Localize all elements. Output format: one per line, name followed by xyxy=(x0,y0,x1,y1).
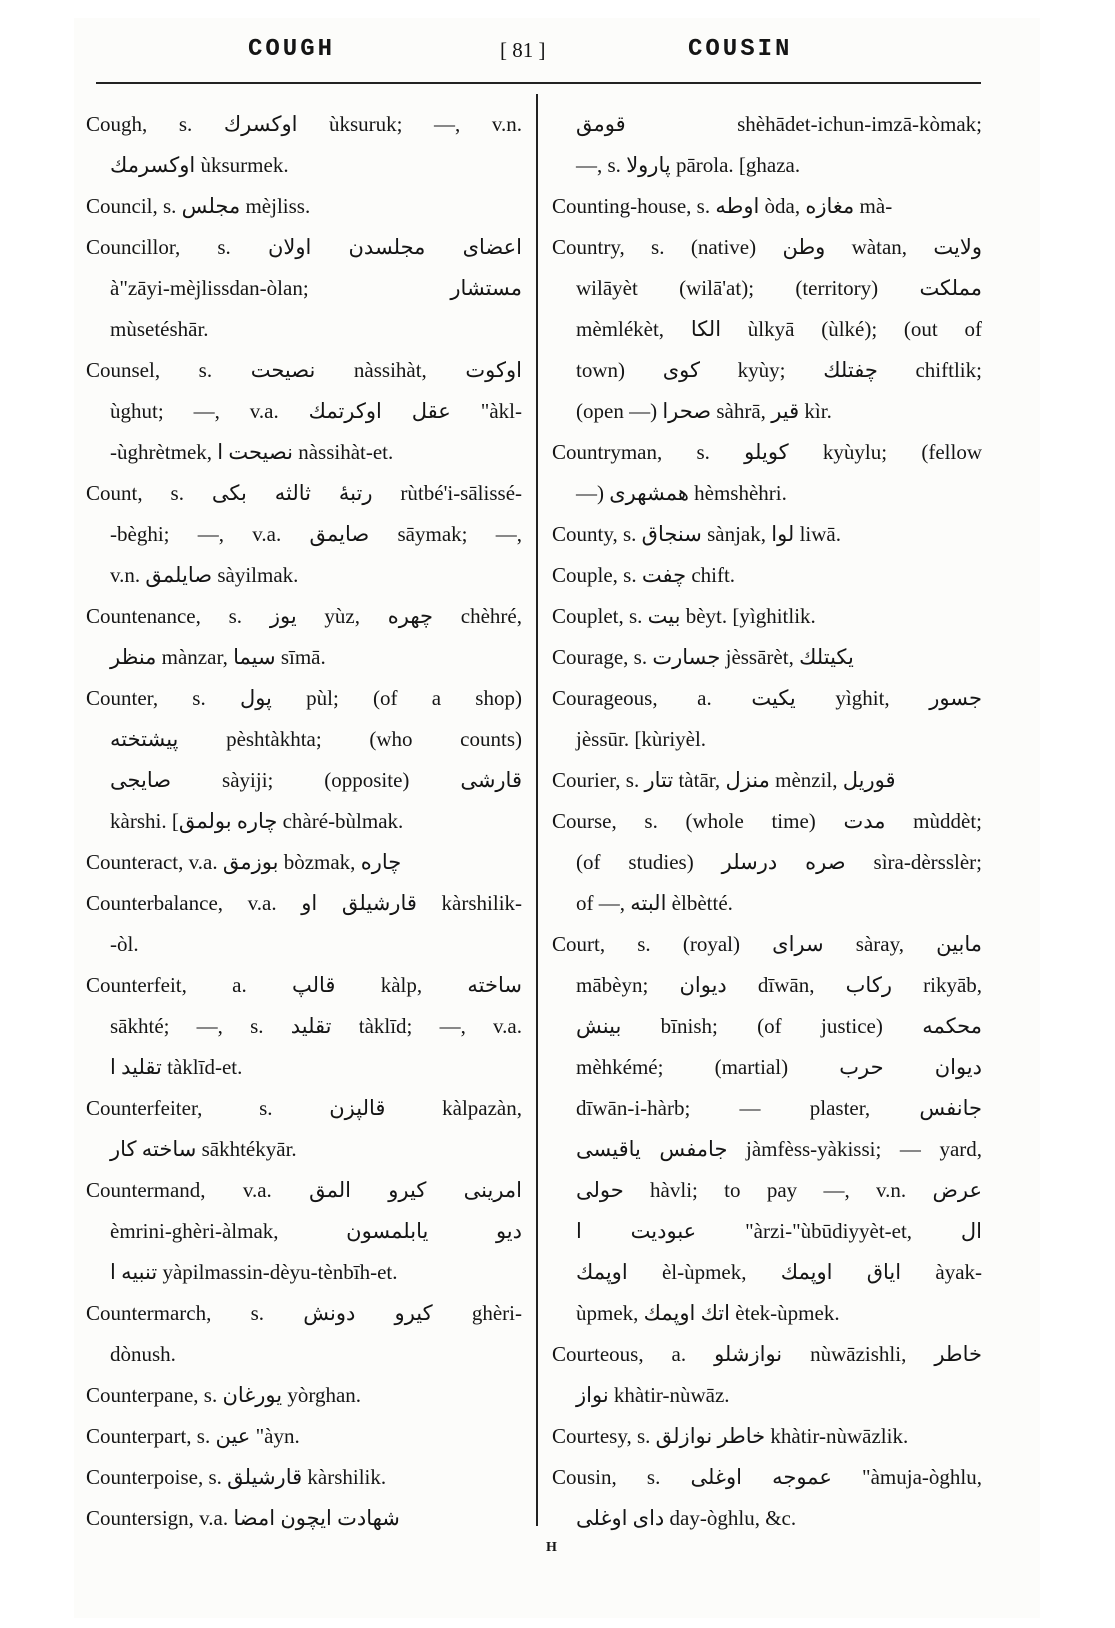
dictionary-line: v.n. صايلمق sàyilmak. xyxy=(110,563,299,587)
dictionary-line: داى اوغلى day-òghlu, &c. xyxy=(576,1506,797,1530)
dictionary-line: Couplet, s. بيت bèyt. [yìghitlik. xyxy=(552,604,816,628)
running-header xyxy=(96,36,981,76)
dictionary-line: Counterfeit, a. قالپ kàlp, ساخته xyxy=(86,973,522,997)
dictionary-line: dīwān-i-hàrb; — plaster, جانفس xyxy=(576,1096,982,1120)
dictionary-line: تنبيه ا yàpilmassin-dèyu-tènbīh-et. xyxy=(110,1260,398,1284)
dictionary-line: Countermand, v.a. امرينى كيرو المق xyxy=(86,1178,522,1202)
dictionary-line: Courageous, a. يكيت yìghit, جسور xyxy=(552,686,982,710)
dictionary-line: jèssūr. [kùriyèl. xyxy=(576,727,707,751)
column-divider xyxy=(536,94,538,1526)
dictionary-line: پيشتخته pèshtàkhta; (who counts) xyxy=(110,727,522,751)
dictionary-line: Country, s. (native) وطن wàtan, ولايت xyxy=(552,235,982,259)
dictionary-line: ساخته كار sākhtékyār. xyxy=(110,1137,297,1161)
dictionary-line: ùghut; —, v.a. عقل اوكرتمك "àkl- xyxy=(110,399,522,423)
dictionary-line: Counsel, s. نصيحت nàssihàt, اوكوت xyxy=(86,358,522,382)
dictionary-line: -òl. xyxy=(110,932,139,956)
dictionary-line: Courteous, a. نوازشلو nùwāzishli, خاطر xyxy=(552,1342,982,1366)
dictionary-line: Counterpane, s. يورغان yòrghan. xyxy=(86,1383,362,1407)
dictionary-line: Court, s. (royal) سراى sàray, مابين xyxy=(552,932,982,956)
dictionary-line: نواز khàtir-nùwāz. xyxy=(576,1383,730,1407)
dictionary-line: Countenance, s. يوز yùz, چهره chèhré, xyxy=(86,604,522,628)
dictionary-line: اوكسرمك ùksurmek. xyxy=(110,153,289,177)
dictionary-line: Counting-house, s. اوطه òda, مغازه mà- xyxy=(552,194,893,218)
dictionary-line: Counterbalance, v.a. قارشيلق او kàrshilik- xyxy=(86,891,522,915)
dictionary-line: (of studies) صره درسلر sìra-dèrsslèr; xyxy=(576,850,982,874)
dictionary-line: mābèyn; ديوان dīwān, ركاب rikyāb, xyxy=(576,973,982,997)
dictionary-line: Cough, s. اوكسرك ùksuruk; —, v.n. xyxy=(86,112,522,136)
dictionary-line: Counterpart, s. عين "àyn. xyxy=(86,1424,300,1448)
dictionary-line: Counteract, v.a. بوزمق bòzmak, چاره xyxy=(86,850,402,874)
dictionary-line: Couple, s. چفت chift. xyxy=(552,563,736,587)
dictionary-line: town) كوى kyùy; چفتلك chiftlik; xyxy=(576,358,982,382)
dictionary-line: Council, s. مجلس mèjliss. xyxy=(86,194,311,218)
dictionary-line: بينش bīnish; (of justice) محكمه xyxy=(576,1014,982,1038)
dictionary-line: Counterpoise, s. قارشيلق kàrshilik. xyxy=(86,1465,387,1489)
dictionary-line: ùpmek, اتك اوپمك ètek-ùpmek. xyxy=(576,1301,840,1325)
dictionary-line: mèmlékèt, الكا ùlkyā (ùlké); (out of xyxy=(576,317,982,341)
dictionary-line: kàrshi. [چاره بولمق chàré-bùlmak. xyxy=(110,809,404,833)
page-number: [ 81 ] xyxy=(500,38,546,62)
dictionary-line: —) همشهرى hèmshèhri. xyxy=(576,481,787,505)
dictionary-line: Councillor, s. اعضاى مجلسدن اولان xyxy=(86,235,522,259)
dictionary-line: تقليد ا tàklīd-et. xyxy=(110,1055,243,1079)
dictionary-line: of —, البته èlbètté. xyxy=(576,891,733,915)
dictionary-line: Countermarch, s. كيرو دونش ghèri- xyxy=(86,1301,522,1325)
dictionary-line: èmrini-ghèri-àlmak, ديو يابلمسون xyxy=(110,1219,522,1243)
dictionary-line: Cousin, s. عموجه اوغلى "àmuja-òghlu, xyxy=(552,1465,982,1489)
dictionary-line: صايجى sàyiji; (opposite) قارشى xyxy=(110,768,522,792)
dictionary-line: جامفس ياقيسى jàmfèss-yàkissi; — yard, xyxy=(576,1137,982,1161)
header-rule xyxy=(96,82,981,84)
dictionary-line: dònush. xyxy=(110,1342,176,1366)
dictionary-line: County, s. سنجاق sànjak, لوا liwā. xyxy=(552,522,841,546)
dictionary-line: Counter, s. پول pùl; (of a shop) xyxy=(86,686,522,710)
dictionary-line: mùsetéshār. xyxy=(110,317,209,341)
dictionary-line: اوپمك èl-ùpmek, اياق اوپمك àyak- xyxy=(576,1260,982,1284)
dictionary-line: Courtesy, s. خاطر نوازلق khàtir-nùwāzlik. xyxy=(552,1424,909,1448)
dictionary-line: قومق shèhādet-ichun-imzā-kòmak; xyxy=(576,112,982,136)
dictionary-line: wilāyèt (wilā'at); (territory) مملكت xyxy=(576,276,982,300)
header-right-word: COUSIN xyxy=(688,36,793,63)
dictionary-line: -ùghrètmek, نصيحت ا nàssihàt-et. xyxy=(110,440,394,464)
dictionary-line: mèhkémé; (martial) ديوان حرب xyxy=(576,1055,982,1079)
dictionary-line: Countryman, s. كويلو kyùylu; (fellow xyxy=(552,440,982,464)
dictionary-line: Courage, s. جسارت jèssārèt, يكيتلك xyxy=(552,645,854,669)
signature-mark: H xyxy=(546,1540,557,1555)
dictionary-line: -bèghi; —, v.a. صايمق sāymak; —, xyxy=(110,522,522,546)
dictionary-line: حولى hàvli; to pay —, v.n. عرض xyxy=(576,1178,982,1202)
header-left-word: COUGH xyxy=(248,36,336,63)
dictionary-line: —, s. پارولا pārola. [ghaza. xyxy=(576,153,801,177)
dictionary-line: منظر mànzar, سيما sīmā. xyxy=(110,645,326,669)
dictionary-line: Count, s. رتبهٔ ثالثه بكى rùtbé'i-sālissé- xyxy=(86,481,522,505)
dictionary-line: Counterfeiter, s. قالپزن kàlpazàn, xyxy=(86,1096,522,1120)
right-column xyxy=(552,104,982,1539)
dictionary-line: Countersign, v.a. شهادت ايچون امضا xyxy=(86,1506,400,1530)
left-column xyxy=(86,104,522,1539)
dictionary-line: عبوديت ا "àrzi-"ùbūdiyyèt-et, ال xyxy=(576,1219,982,1243)
dictionary-line: Courier, s. تتار tàtār, منزل mènzil, قوريل xyxy=(552,768,896,792)
dictionary-line: Course, s. (whole time) مدت mùddèt; xyxy=(552,809,982,833)
dictionary-line: (open —) صحرا sàhrā, قير kìr. xyxy=(576,399,832,423)
dictionary-line: sākhté; —, s. تقليد tàklīd; —, v.a. xyxy=(110,1014,522,1038)
dictionary-line: à"zāyi-mèjlissdan-òlan; مستشار xyxy=(110,276,522,300)
